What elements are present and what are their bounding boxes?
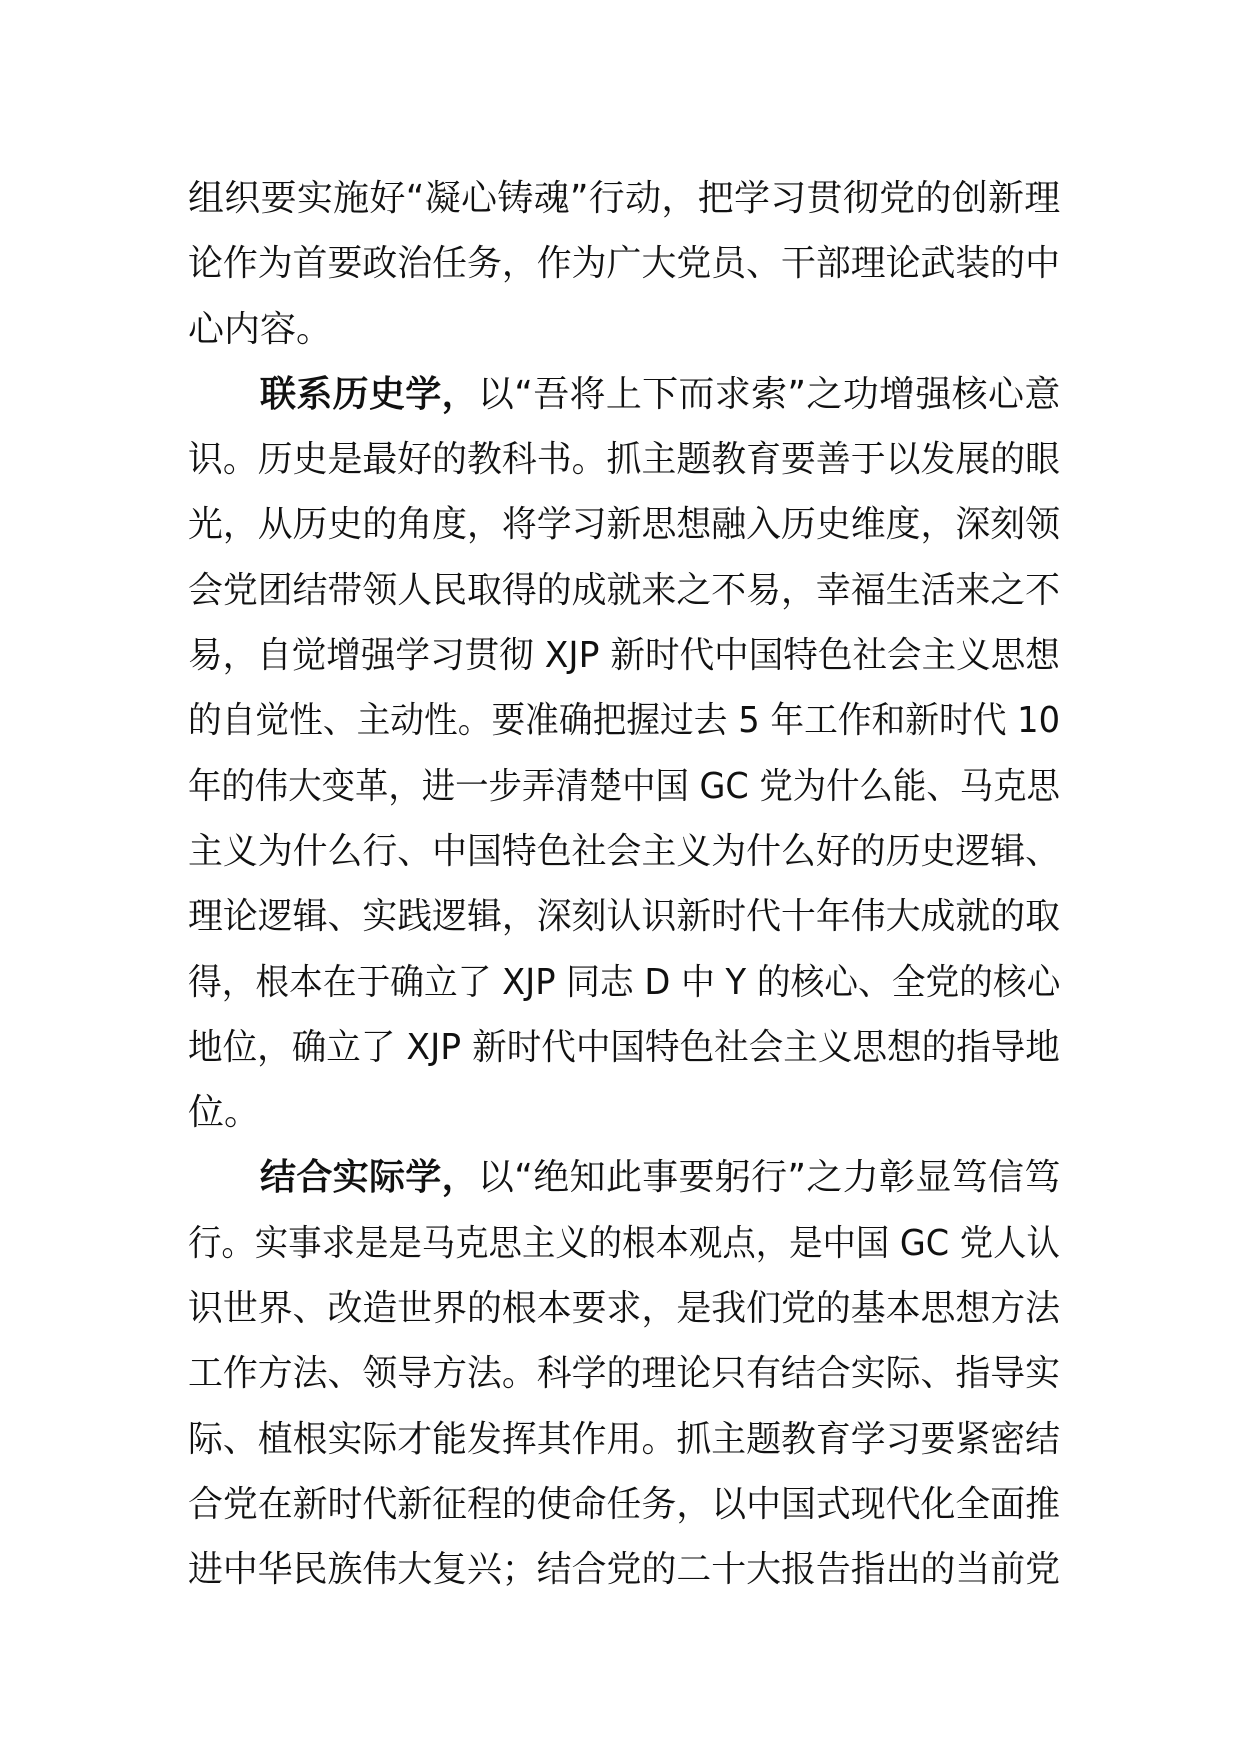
text-line: 位。 [188,1092,261,1134]
text-line: 工作方法、领导方法。科学的理论只有结合实际、指导实 [188,1353,1061,1395]
text-line: 进中华民族伟大复兴；结合党的二十大报告指出的当前党 [188,1549,1061,1591]
text-line: 论作为首要政治任务，作为广大党员、干部理论武装的中 [188,243,1061,285]
text-line: 易，自觉增强学习贯彻 XJP 新时代中国特色社会主义思想 [188,635,1060,677]
text-line: 心内容。 [188,308,333,350]
text-line: 合党在新时代新征程的使命任务，以中国式现代化全面推 [188,1483,1061,1525]
text-line: 会党团结带领人民取得的成就来之不易，幸福生活来之不 [188,569,1061,611]
text-line: 组织要实施好“凝心铸魂”行动，把学习贯彻党的创新理 [188,178,1061,219]
text-line: 主义为什么行、中国特色社会主义为什么好的历史逻辑、 [188,830,1061,872]
paragraph-heading-line: 结合实际学，以“绝知此事要躬行”之力彰显笃信笃 [260,1157,1061,1199]
text-line: 光，从历史的角度，将学习新思想融入历史维度，深刻领 [188,504,1061,546]
text-line: 识。历史是最好的教科书。抓主题教育要善于以发展的眼 [188,439,1061,481]
body-text [188,166,1060,1603]
text-line: 理论逻辑、实践逻辑，深刻认识新时代十年伟大成就的取 [188,896,1061,938]
text-line: 的自觉性、主动性。要准确把握过去 5 年工作和新时代 10 [188,700,1061,742]
text-line: 得，根本在于确立了 XJP 同志 D 中 Y 的核心、全党的核心 [188,961,1061,1003]
paragraph-heading-line: 联系历史学，以“吾将上下而求索”之功增强核心意 [260,373,1061,415]
text-line: 年的伟大变革，进一步弄清楚中国 GC 党为什么能、马克思 [188,765,1060,807]
paragraph-lead: 联系历史学， [260,373,478,415]
text-line: 际、植根实际才能发挥其作用。抓主题教育学习要紧密结 [188,1418,1061,1460]
text-line: 行。实事求是是马克思主义的根本观点，是中国 GC 党人认 [188,1222,1060,1264]
paragraph-lead: 结合实际学， [260,1157,478,1199]
text-line: 识世界、改造世界的根本要求，是我们党的基本思想方法 [188,1288,1061,1330]
text-line: 地位，确立了 XJP 新时代中国特色社会主义思想的指导地 [188,1026,1060,1068]
